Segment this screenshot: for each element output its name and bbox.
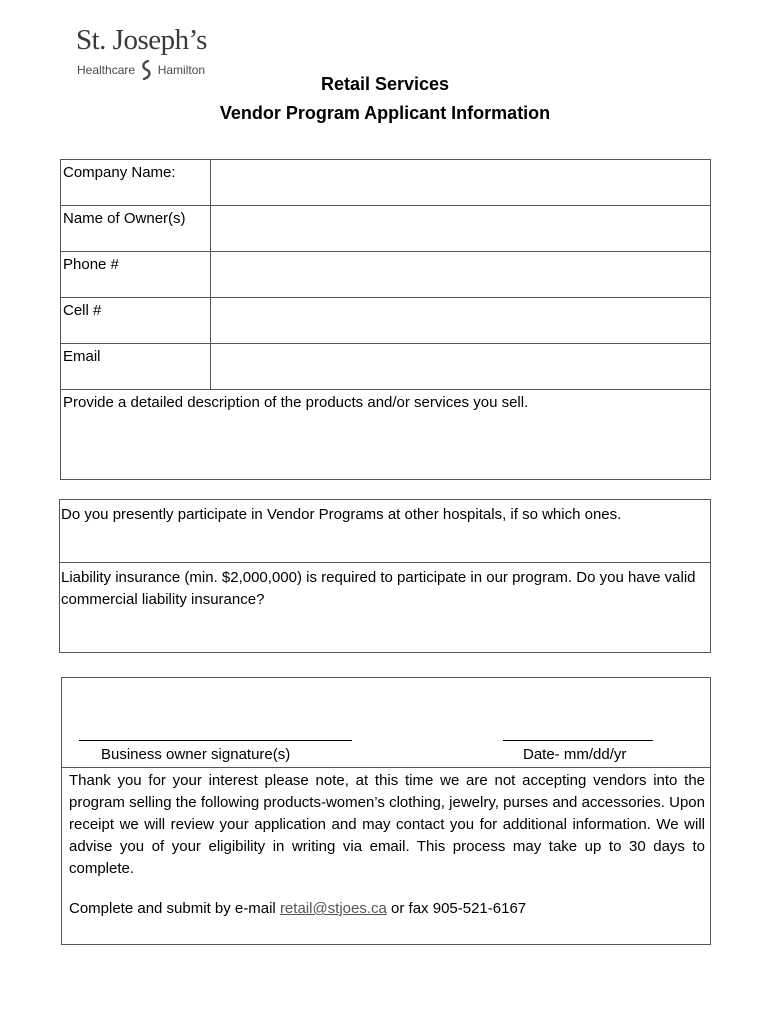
insurance-question: Liability insurance (min. $2,000,000) is required to participate in our program. Do you have valid commercial liability insurance? (61, 569, 696, 608)
section-divider (62, 767, 710, 768)
other-programs-field[interactable] (60, 500, 711, 563)
company-name-field[interactable] (211, 160, 711, 206)
cell-field[interactable] (211, 298, 711, 344)
page-title: Retail Services (320, 74, 450, 94)
form-row-owner (61, 206, 711, 252)
form-row-description (61, 390, 711, 480)
owner-name-label: Name of Owner(s) (61, 206, 211, 252)
applicant-info-table (60, 159, 711, 480)
email-link[interactable]: retail@stjoes.ca (279, 900, 387, 917)
owner-signature-label: Business owner signature(s) (101, 746, 291, 763)
submit-suffix: or fax 905-521-6167 (386, 900, 527, 917)
owner-name-field[interactable] (211, 206, 711, 252)
question-row-programs (60, 500, 711, 563)
logo (76, 24, 216, 76)
date-line[interactable] (503, 740, 653, 741)
phone-field[interactable] (211, 252, 711, 298)
question-row-insurance (60, 563, 711, 653)
signature-section (61, 677, 711, 945)
notice-text: Thank you for your interest please note, at this time we are not accepting vendors into the program selling the following products-women’s clothing, jewelry, purses and accessories. Upon receipt we will review your application and may contact you for additional information. We will advise you of your eligibility in writing via email. This process may take up to 30 days to complete. (69, 772, 705, 877)
page-subtitle: Vendor Program Applicant Information (219, 103, 551, 123)
form-row-company (61, 160, 711, 206)
logo-sub-left: Healthcare (77, 63, 136, 77)
logo-name: St. Joseph’s (76, 24, 207, 56)
logo-sub-right: Hamilton (157, 63, 206, 77)
questions-table (59, 499, 711, 653)
company-name-label: Company Name: (61, 160, 211, 206)
description-field[interactable] (61, 390, 711, 480)
owner-signature-line[interactable] (79, 740, 352, 741)
other-programs-question: Do you presently participate in Vendor Programs at other hospitals, if so which ones. (61, 506, 622, 523)
description-prompt: Provide a detailed description of the products and/or services you sell. (63, 394, 529, 411)
phone-label: Phone # (61, 252, 211, 298)
insurance-field[interactable] (60, 563, 711, 653)
form-row-email (61, 344, 711, 390)
date-label: Date- mm/dd/yr (523, 746, 627, 763)
email-label: Email (61, 344, 211, 390)
submit-prefix: Complete and submit by e-mail (69, 900, 280, 917)
email-field[interactable] (211, 344, 711, 390)
submit-instructions (69, 900, 526, 917)
form-row-phone (61, 252, 711, 298)
cell-label: Cell # (61, 298, 211, 344)
form-row-cell (61, 298, 711, 344)
